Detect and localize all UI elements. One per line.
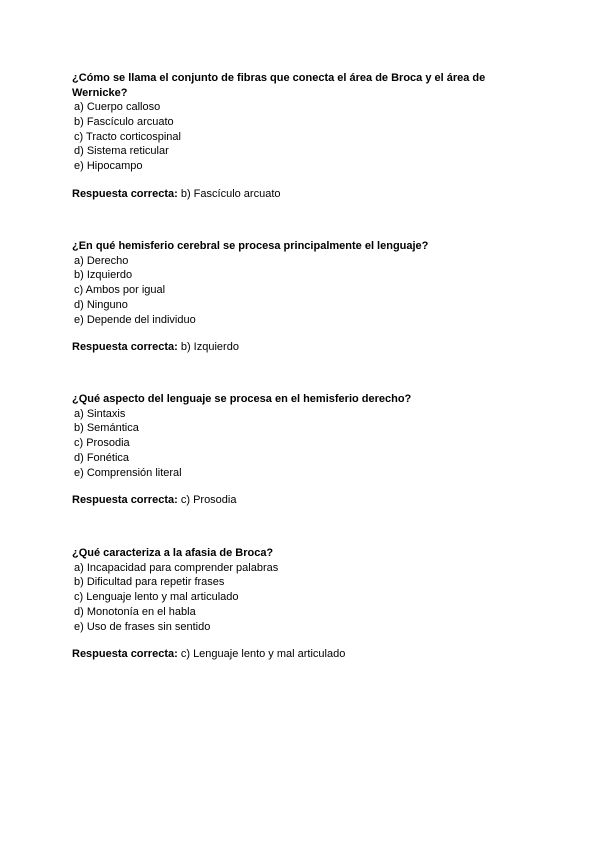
question-text: ¿Qué caracteriza a la afasia de Broca? [72,547,274,559]
option-e: e) Comprensión literal [74,466,182,479]
option-a: a) Incapacidad para comprender palabras [74,561,279,574]
option-c: c) Prosodia [74,437,130,450]
option-d: d) Fonética [74,451,130,464]
answer-label: Respuesta correcta: [72,341,178,354]
answer-value: b) Izquierdo [180,341,239,354]
option-c: c) Lenguaje lento y mal articulado [74,591,239,604]
correct-answer [72,187,532,201]
question-block-1 [72,71,532,201]
option-d: d) Sistema reticular [74,145,169,158]
option-e: e) Depende del individuo [74,313,196,326]
options-list [72,254,532,328]
question-text: ¿Cómo se llama el conjunto de fibras que conecta el área de Broca y el área de Wernicke? [72,72,486,99]
option-b: b) Izquierdo [74,269,133,282]
answer-label: Respuesta correcta: [72,494,178,507]
option-a: a) Cuerpo calloso [74,101,161,113]
question-text: ¿En qué hemisferio cerebral se procesa principalmente el lenguaje? [72,240,429,252]
question-block-3 [72,392,532,507]
option-a: a) Derecho [74,254,129,267]
option-a: a) Sintaxis [74,407,126,420]
correct-answer [72,493,532,507]
options-list [72,100,532,174]
option-d: d) Ninguno [74,298,128,311]
option-c: c) Ambos por igual [74,284,166,297]
correct-answer [72,647,532,661]
correct-answer [72,340,532,354]
option-b: b) Semántica [74,422,139,435]
answer-label: Respuesta correcta: [72,648,178,661]
question-block-4 [72,546,532,661]
answer-value: c) Prosodia [180,494,237,507]
question-block-2 [72,239,532,354]
answer-value: b) Fascículo arcuato [180,187,281,200]
option-c: c) Tracto corticospinal [74,130,181,143]
option-b: b) Dificultad para repetir frases [74,576,225,589]
answer-label: Respuesta correcta: [72,187,178,200]
option-b: b) Fascículo arcuato [74,115,174,128]
options-list [72,407,532,481]
option-e: e) Uso de frases sin sentido [74,620,211,633]
question-text: ¿Qué aspecto del lenguaje se procesa en el hemisferio derecho? [72,393,412,405]
option-e: e) Hipocampo [74,160,143,173]
options-list [72,561,532,635]
answer-value: c) Lenguaje lento y mal articulado [180,648,346,661]
option-d: d) Monotonía en el habla [74,605,196,618]
